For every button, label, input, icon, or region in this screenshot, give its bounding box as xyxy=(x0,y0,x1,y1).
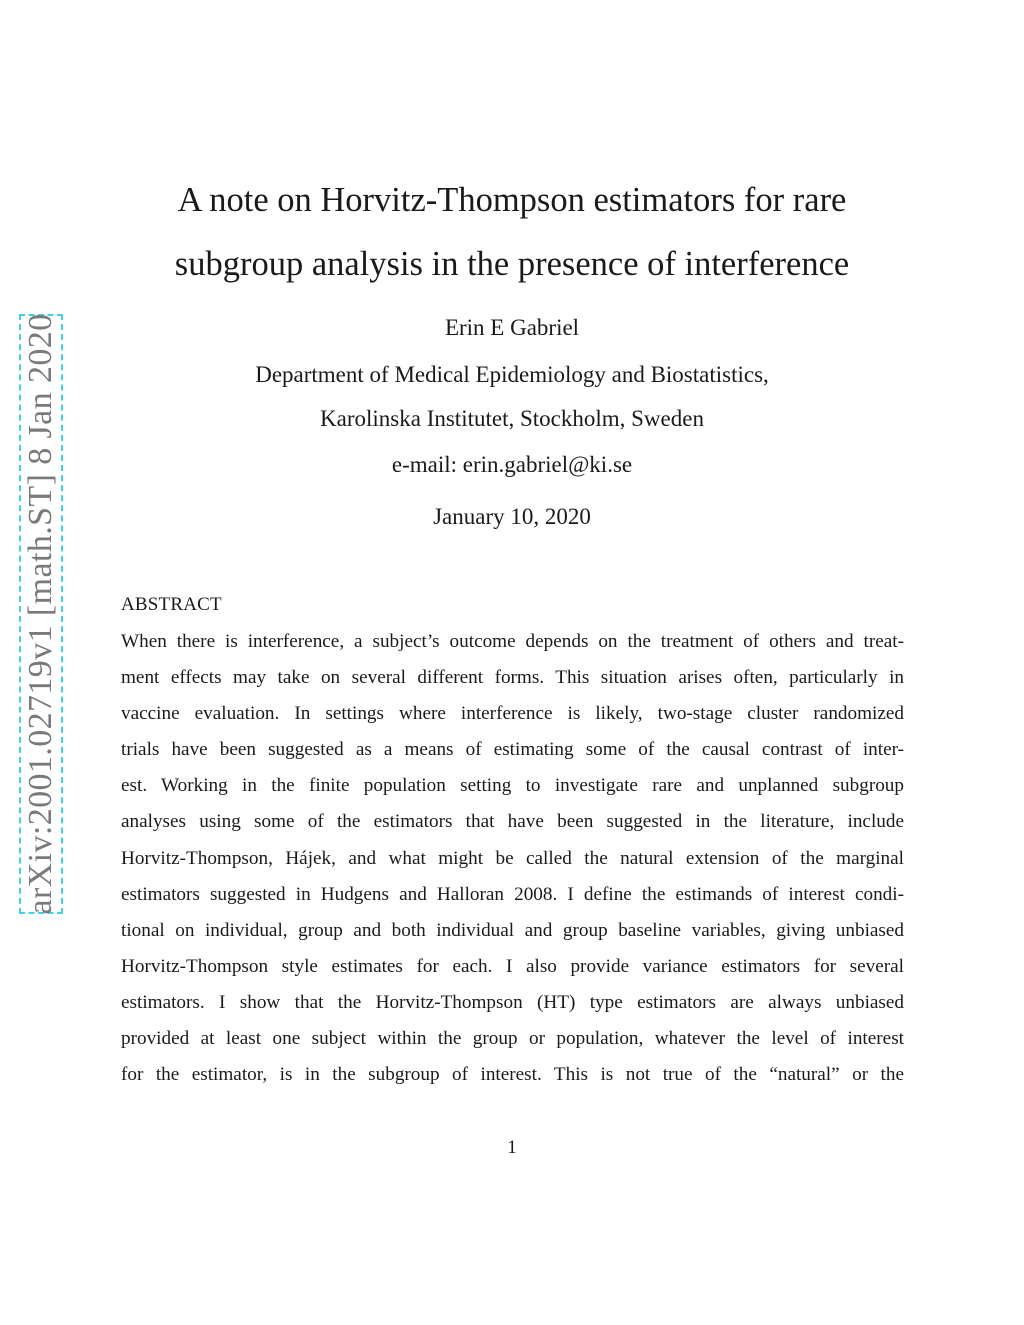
affiliation-line-1: Department of Medical Epidemiology and Biostatistics, xyxy=(255,362,769,387)
abstract-line: Horvitz-Thompson, Hájek, and what might be called the natural extension of the marginal xyxy=(121,847,904,869)
abstract-body xyxy=(121,624,904,1093)
arxiv-identifier: arXiv:2001.02719v1 [math.ST] 8 Jan 2020 xyxy=(22,313,59,915)
abstract-line: Horvitz-Thompson style estimates for each. I also provide variance estimators for several xyxy=(121,955,904,977)
abstract-line: trials have been suggested as a means of estimating some of the causal contrast of inter- xyxy=(121,739,904,761)
abstract-line: estimators. I show that the Horvitz-Thompson (HT) type estimators are always unbiased xyxy=(121,991,904,1013)
abstract-line: tional on individual, group and both individual and group baseline variables, giving unbiased xyxy=(121,919,904,941)
title-line-2: subgroup analysis in the presence of interference xyxy=(174,245,850,283)
page-number: 1 xyxy=(507,1137,517,1158)
paper-date: January 10, 2020 xyxy=(433,504,591,529)
arxiv-stamp xyxy=(19,314,63,914)
abstract-line: When there is interference, a subject’s outcome depends on the treatment of others and treat- xyxy=(121,631,904,652)
affiliation-line-2: Karolinska Institutet, Stockholm, Sweden xyxy=(320,406,704,431)
abstract-line: est. Working in the finite population setting to investigate rare and unplanned subgroup xyxy=(121,775,904,797)
abstract-line: vaccine evaluation. In settings where interference is likely, two-stage cluster randomized xyxy=(121,703,904,725)
abstract-line: provided at least one subject within the group or population, whatever the level of interest xyxy=(121,1028,904,1050)
abstract-line: estimators suggested in Hudgens and Halloran 2008. I define the estimands of interest condi- xyxy=(121,883,904,905)
abstract-line: for the estimator, is in the subgroup of interest. This is not true of the “natural” or the xyxy=(121,1064,904,1086)
author-name: Erin E Gabriel xyxy=(444,315,580,340)
abstract-line: ment effects may take on several different forms. This situation arises often, particularly in xyxy=(121,667,904,689)
abstract-heading: ABSTRACT xyxy=(121,594,222,615)
author-email: e-mail: erin.gabriel@ki.se xyxy=(391,452,633,477)
title-line-1: A note on Horvitz-Thompson estimators for rare xyxy=(177,181,847,219)
abstract-line: analyses using some of the estimators that have been suggested in the literature, include xyxy=(121,811,904,833)
paper-title xyxy=(0,168,1024,296)
